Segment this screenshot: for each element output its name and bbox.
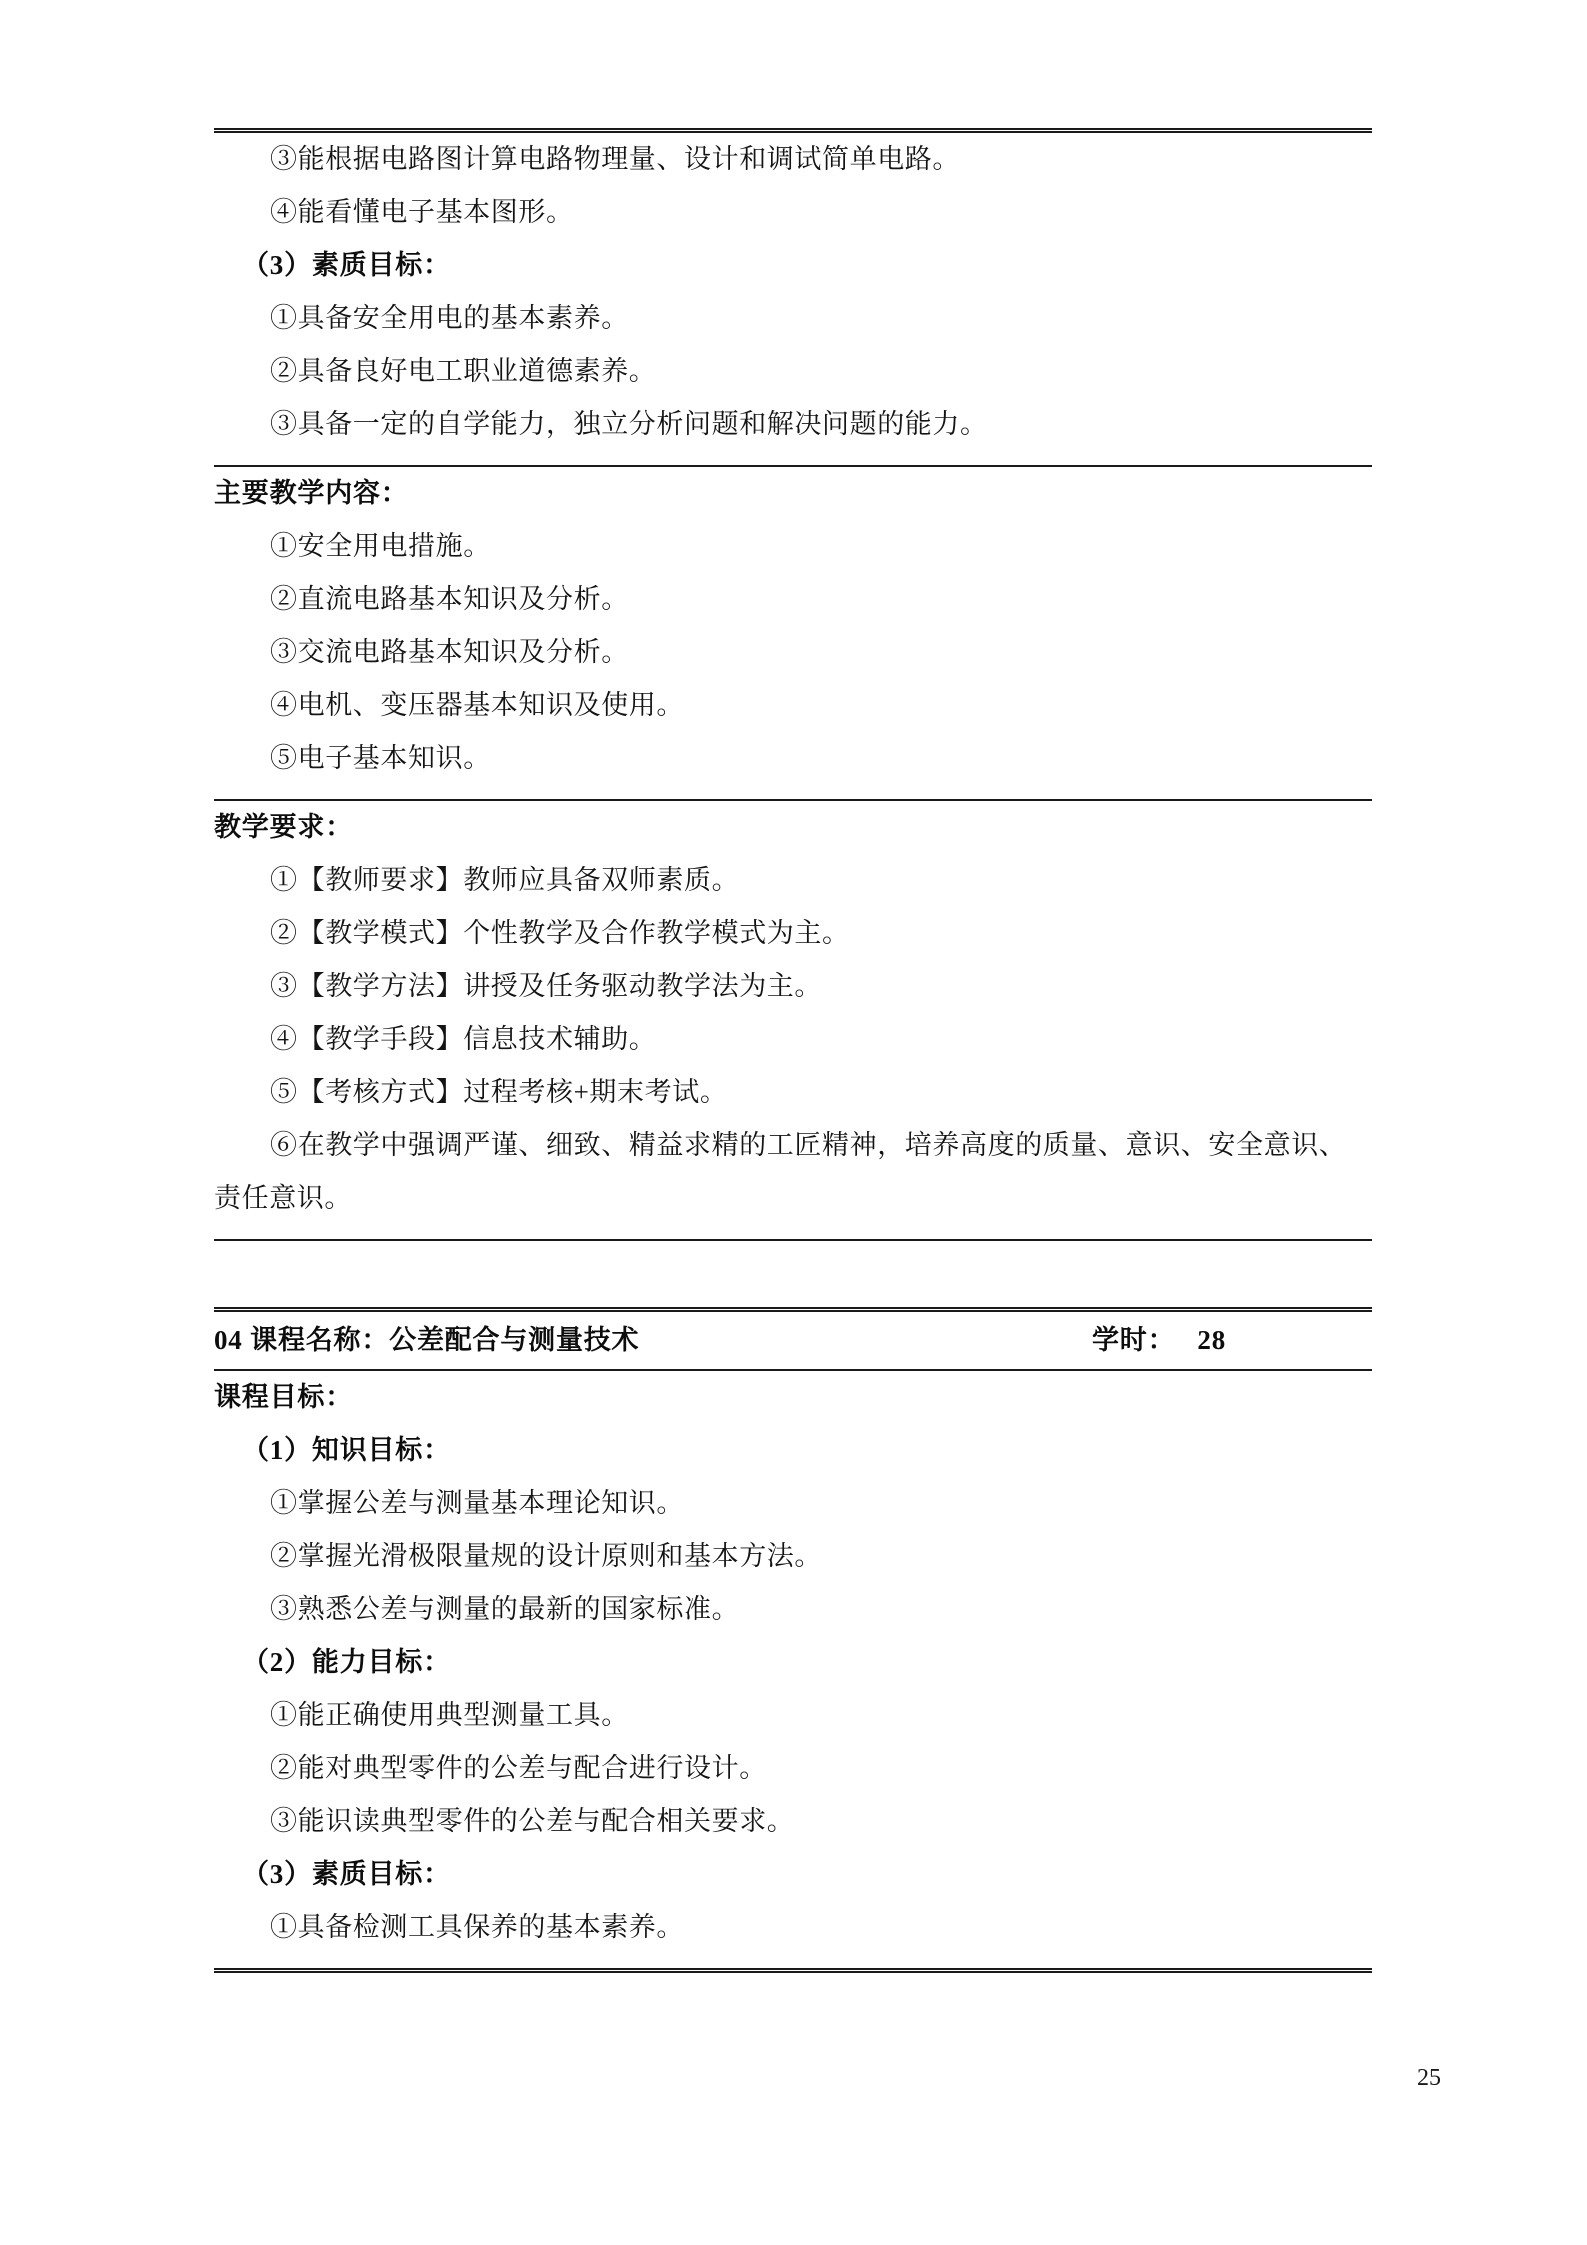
quality-objective-item: ①具备检测工具保养的基本素养。: [270, 1912, 684, 1942]
teaching-requirement-item: ⑤【考核方式】过程考核+期末考试。: [270, 1077, 728, 1107]
teaching-requirement-item: ④【教学手段】信息技术辅助。: [270, 1024, 657, 1054]
spacer: [214, 1954, 1372, 1968]
knowledge-objectives-heading: （1）知识目标：: [242, 1435, 451, 1465]
section-divider-bottom: [214, 1968, 1372, 1973]
teaching-requirement-paragraph: ⑥在教学中强调严谨、细致、精益求精的工匠精神，培养高度的质量、意识、安全意识、责任意识。: [214, 1130, 1347, 1213]
teaching-requirement-item: ②【教学模式】个性教学及合作教学模式为主。: [270, 918, 850, 948]
course-objectives-block: [214, 1371, 1372, 1954]
course-title: [214, 1312, 639, 1369]
page-number: 25: [1417, 2065, 1441, 2091]
course-header-row: [214, 1312, 1372, 1369]
ability-objective-item: ①能正确使用典型测量工具。: [270, 1700, 629, 1730]
ability-objective-item: ③能识读典型零件的公差与配合相关要求。: [270, 1806, 795, 1836]
main-content-item: ②直流电路基本知识及分析。: [270, 584, 629, 614]
quality-objective-item: ③具备一定的自学能力，独立分析问题和解决问题的能力。: [270, 409, 988, 439]
spacer-between-courses: [214, 1241, 1372, 1307]
course-name: 公差配合与测量技术: [389, 1325, 640, 1355]
ability-objectives-heading: （2）能力目标：: [242, 1647, 451, 1677]
main-content-item: ①安全用电措施。: [270, 531, 491, 561]
main-content-block: [214, 467, 1372, 785]
ability-objective-item: ③能根据电路图计算电路物理量、设计和调试简单电路。: [270, 144, 960, 174]
quality-objective-item: ②具备良好电工职业道德素养。: [270, 356, 657, 386]
ability-objective-item: ④能看懂电子基本图形。: [270, 197, 574, 227]
knowledge-objective-item: ③熟悉公差与测量的最新的国家标准。: [270, 1594, 740, 1624]
ability-objective-item: ②能对典型零件的公差与配合进行设计。: [270, 1753, 767, 1783]
page-content: [214, 128, 1372, 1973]
spacer: [214, 1225, 1372, 1239]
main-content-item: ⑤电子基本知识。: [270, 743, 491, 773]
teaching-requirement-item: ③【教学方法】讲授及任务驱动教学法为主。: [270, 971, 822, 1001]
course-hours-label: 学时：: [1091, 1325, 1176, 1355]
quality-objectives-heading: （3）素质目标：: [242, 250, 451, 280]
course-index-label: 04 课程名称：: [214, 1325, 390, 1355]
spacer: [214, 451, 1372, 465]
spacer: [214, 785, 1372, 799]
quality-objectives-heading: （3）素质目标：: [242, 1859, 451, 1889]
knowledge-objective-item: ②掌握光滑极限量规的设计原则和基本方法。: [270, 1541, 822, 1571]
quality-objective-item: ①具备安全用电的基本素养。: [270, 303, 629, 333]
knowledge-objective-item: ①掌握公差与测量基本理论知识。: [270, 1488, 684, 1518]
teaching-requirements-heading: 教学要求：: [214, 812, 353, 842]
course-objectives-heading: 课程目标：: [214, 1382, 353, 1412]
main-content-item: ③交流电路基本知识及分析。: [270, 637, 629, 667]
course-hours-value: 28: [1197, 1325, 1226, 1355]
ability-objectives-tail-block: [214, 133, 1372, 239]
main-content-heading: 主要教学内容：: [214, 478, 409, 508]
teaching-requirements-block: [214, 801, 1372, 1225]
teaching-requirement-item: ①【教师要求】教师应具备双师素质。: [270, 865, 740, 895]
main-content-item: ④电机、变压器基本知识及使用。: [270, 690, 684, 720]
course-hours: [1092, 1312, 1372, 1369]
quality-objectives-block: [214, 239, 1372, 451]
